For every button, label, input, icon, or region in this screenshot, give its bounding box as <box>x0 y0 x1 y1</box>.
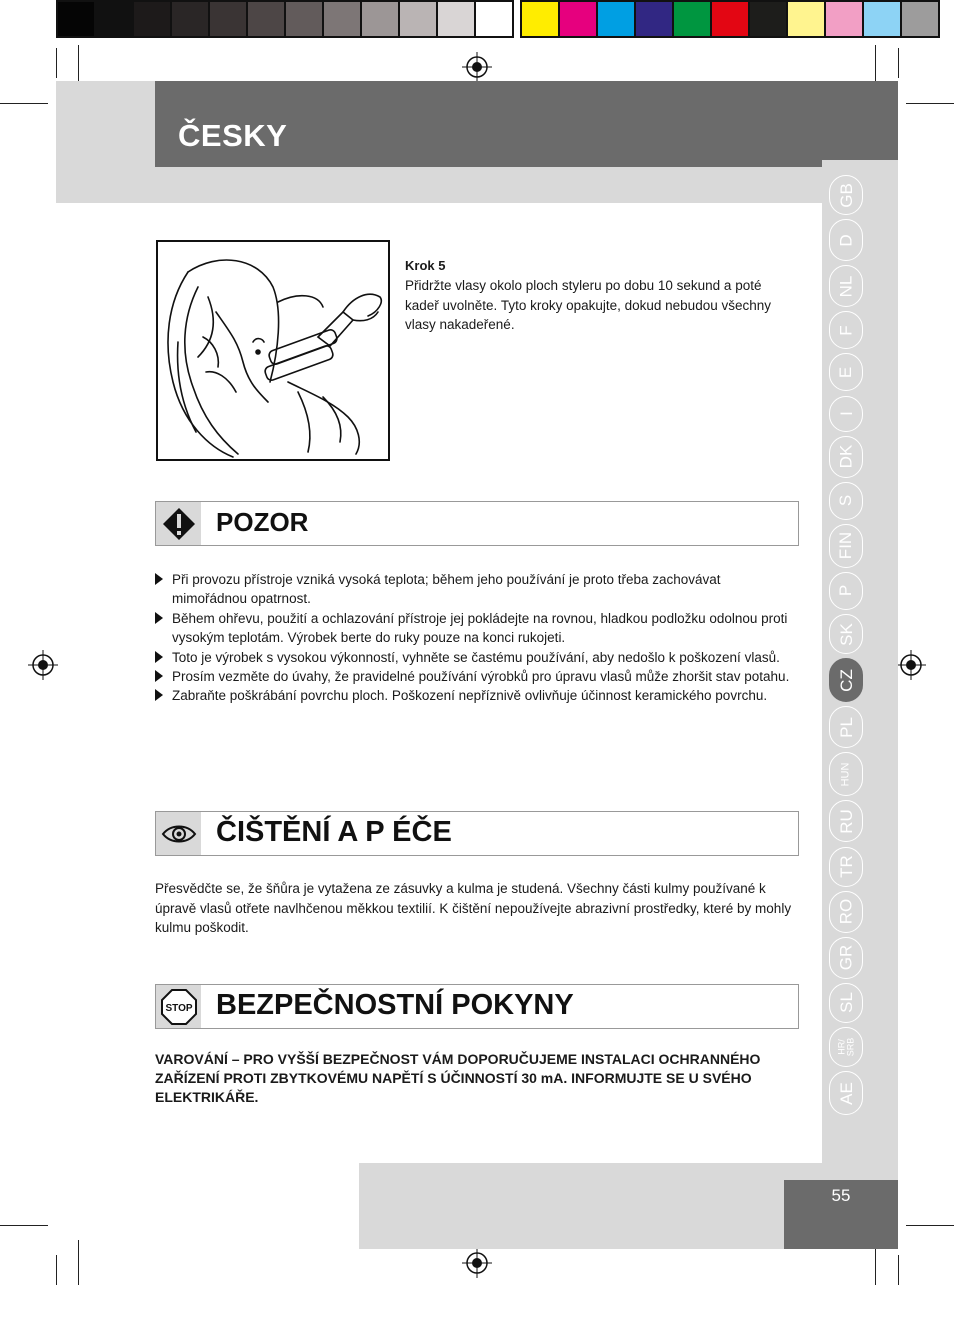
language-tab-label: SL <box>836 992 856 1014</box>
language-tab-e[interactable] <box>829 353 863 391</box>
color-swatch <box>208 0 248 38</box>
language-tab-ae[interactable] <box>829 1071 863 1115</box>
language-tab-label: RO <box>836 898 856 925</box>
language-tab-i[interactable] <box>829 396 863 432</box>
stop-sign-label: STOP <box>164 1002 193 1014</box>
step-illustration <box>156 240 390 461</box>
color-swatch <box>132 0 172 38</box>
list-item: Během ohřevu, použití a ochlazování přístroje jej pokládejte na rovnou, hladkou podložku odolnou proti vysokým teplotám. Výrobek berte do ruky pouze na konci rukojeti. <box>155 609 795 648</box>
hair-styling-drawing-icon <box>158 242 388 459</box>
cleaning-title: ČIŠTĚNÍ A P ÉČE <box>216 816 452 848</box>
color-swatch <box>398 0 438 38</box>
language-tab-ro[interactable] <box>829 891 863 933</box>
safety-title: BEZPEČNOSTNÍ POKYNY <box>216 989 574 1021</box>
color-swatch <box>436 0 476 38</box>
language-tab-label: RU <box>836 809 856 834</box>
color-swatch <box>786 0 826 38</box>
language-tab-label: FIN <box>836 532 856 560</box>
language-tab-pl[interactable] <box>829 706 863 748</box>
color-swatch <box>900 0 940 38</box>
list-item: Zabraňte poškrábání povrchu ploch. Poškození nepříznivě ovlivňuje účinnost keramického povrchu. <box>155 686 795 705</box>
language-tab-label: PL <box>836 716 856 738</box>
language-tab-label: S <box>836 495 856 507</box>
registration-mark-icon <box>28 650 58 680</box>
language-tab-hun[interactable] <box>829 752 863 796</box>
crop-mark <box>906 1225 954 1226</box>
language-tab-nl[interactable] <box>829 265 863 307</box>
crop-mark <box>898 1255 899 1285</box>
language-tab-label: DK <box>836 444 856 469</box>
color-swatch <box>596 0 636 38</box>
language-tab-label: E <box>836 366 856 379</box>
color-swatch <box>862 0 902 38</box>
caution-list <box>155 570 795 706</box>
language-tab-tr[interactable] <box>829 847 863 887</box>
list-item: Při provozu přístroje vzniká vysoká teplota; během jeho používání je proto třeba zachovávat mimořádnou opatrnost. <box>155 570 795 609</box>
cleaning-section-header <box>155 811 799 856</box>
language-tab-sk[interactable] <box>829 614 863 654</box>
crop-mark <box>56 48 57 78</box>
language-tab-label: AE <box>836 1081 856 1105</box>
color-swatch <box>748 0 788 38</box>
language-tab-label: NL <box>836 275 856 298</box>
safety-section-header <box>155 984 799 1029</box>
language-tab-label: F <box>836 325 856 336</box>
language-tab-gr[interactable] <box>829 937 863 979</box>
language-tab-dk[interactable] <box>829 436 863 478</box>
language-tab-s[interactable] <box>829 482 863 520</box>
language-tab-label: HUN <box>839 762 852 787</box>
step-title: Krok 5 <box>405 258 446 273</box>
registration-mark-icon <box>462 1248 492 1278</box>
language-tab-hrsrb[interactable] <box>829 1027 863 1067</box>
color-swatch <box>474 0 514 38</box>
color-swatch <box>56 0 96 38</box>
language-tab-d[interactable] <box>829 219 863 261</box>
cleaning-text: Přesvědčte se, že šňůra je vytažena ze zásuvky a kulma je studená. Všechny části kulmy používané k úpravě vlasů otřete navlhčenou měkkou textilií. K čištění nepoužívejte abrazivní prostředky, které by mohly kulmu poškodit. <box>155 881 792 935</box>
color-swatch <box>824 0 864 38</box>
language-tab-label: TR <box>836 855 856 878</box>
color-swatch <box>558 0 598 38</box>
color-swatch <box>246 0 286 38</box>
crop-mark <box>898 48 899 78</box>
language-tab-label: CZ <box>836 668 856 692</box>
language-tab-label: I <box>836 411 856 416</box>
language-tab-ru[interactable] <box>829 800 863 842</box>
language-tab-f[interactable] <box>829 311 863 349</box>
color-swatch <box>284 0 324 38</box>
eye-icon <box>156 812 201 855</box>
color-swatch <box>94 0 134 38</box>
caution-section-header <box>155 501 799 546</box>
color-swatch <box>360 0 400 38</box>
language-tab-label: HR/ SRB <box>835 1037 855 1057</box>
list-item: Toto je výrobek s vysokou výkonností, vyhněte se častému používání, aby nedošlo k poškození vlasů. <box>155 648 795 667</box>
color-swatch <box>634 0 674 38</box>
color-swatch <box>520 0 560 38</box>
language-tab-label: GB <box>836 182 856 208</box>
language-tab-label: D <box>836 233 856 247</box>
step-text: Přidržte vlasy okolo ploch styleru po dobu 10 sekund a poté kadeř uvolněte. Tyto kroky opakujte, dokud nebudou všechny vlasy nakadeřené. <box>405 278 771 332</box>
language-tab-fin[interactable] <box>829 524 863 568</box>
registration-mark-icon <box>462 52 492 82</box>
safety-warning: VAROVÁNÍ – PRO VYŠŠÍ BEZPEČNOST VÁM DOPORUČUJEME INSTALACI OCHRANNÉHO ZAŘÍZENÍ PROTI ZBYTKOVÉMU NAPĚTÍ S ÚČINNOSTÍ 30 mA. INFORMUJTE SE U SVÉHO ELEKTRIKÁŘE. <box>155 1051 761 1105</box>
color-swatch <box>170 0 210 38</box>
crop-mark <box>0 103 48 104</box>
color-swatch <box>322 0 362 38</box>
page-number: 55 <box>831 1186 851 1205</box>
page-title: ČESKY <box>178 118 288 153</box>
language-tab-label: GR <box>836 944 856 971</box>
color-swatch <box>672 0 712 38</box>
registration-mark-icon <box>896 650 926 680</box>
list-item: Prosím vezměte do úvahy, že pravidelné používání výrobků pro úpravu vlasů může zhoršit stav potahu. <box>155 667 795 686</box>
print-color-bar <box>58 0 940 38</box>
language-tab-gb[interactable] <box>829 175 863 215</box>
crop-mark <box>906 103 954 104</box>
crop-mark <box>78 1240 79 1285</box>
crop-mark <box>56 1255 57 1285</box>
stop-sign-icon <box>156 985 201 1028</box>
crop-mark <box>0 1225 48 1226</box>
language-tab-cz[interactable] <box>829 658 863 702</box>
caution-title: POZOR <box>216 507 309 537</box>
language-tab-label: P <box>836 585 856 597</box>
language-tab-sl[interactable] <box>829 983 863 1023</box>
color-swatch <box>710 0 750 38</box>
language-tab-label: SK <box>836 622 856 646</box>
exclamation-icon <box>156 502 201 545</box>
language-tab-p[interactable] <box>829 572 863 610</box>
